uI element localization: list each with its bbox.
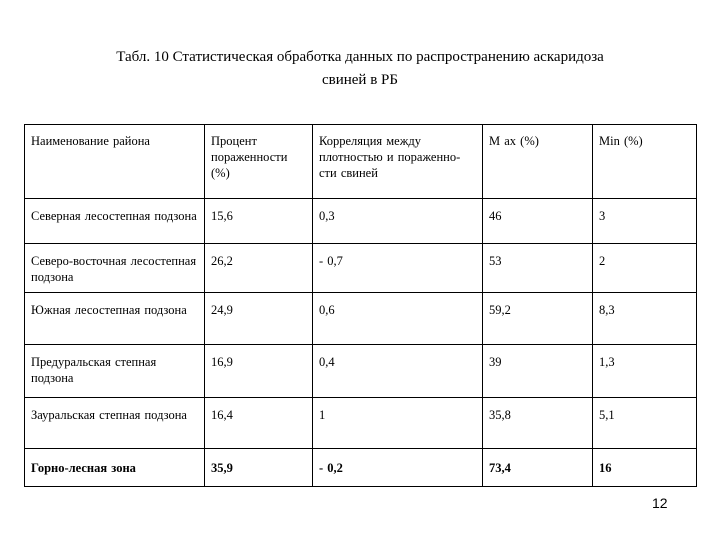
table-row xyxy=(25,293,697,345)
cell-max: 59,2 xyxy=(483,293,593,345)
cell-district: Северная лесостепная подзона xyxy=(25,199,205,244)
header-district: Наименование района xyxy=(25,125,205,199)
cell-min: 2 xyxy=(593,244,697,293)
cell-correlation: 0,6 xyxy=(313,293,483,345)
cell-max: 46 xyxy=(483,199,593,244)
table-caption-line-1: Табл. 10 Статистическая обработка данных по распространению аскаридоза xyxy=(116,49,604,65)
page-number: 12 xyxy=(652,495,668,511)
cell-min: 1,3 xyxy=(593,345,697,398)
table-row xyxy=(25,199,697,244)
header-infection-percent: Процент пораженности (%) xyxy=(205,125,313,199)
cell-district: Южная лесостепная подзона xyxy=(25,293,205,345)
cell-district: Северо-восточная лесостепная подзона xyxy=(25,244,205,293)
cell-min: 8,3 xyxy=(593,293,697,345)
header-max: M ax (%) xyxy=(483,125,593,199)
statistics-table xyxy=(24,124,697,487)
cell-infection-percent: 24,9 xyxy=(205,293,313,345)
cell-infection-percent: 16,9 xyxy=(205,345,313,398)
cell-correlation: 0,3 xyxy=(313,199,483,244)
cell-infection-percent: 16,4 xyxy=(205,398,313,449)
table-header-row xyxy=(25,125,697,199)
cell-min: 16 xyxy=(593,449,697,487)
table-row xyxy=(25,398,697,449)
header-min: Min (%) xyxy=(593,125,697,199)
header-correlation: Корреляция между плотностью и пораженно-сти свиней xyxy=(313,125,483,199)
cell-max: 73,4 xyxy=(483,449,593,487)
cell-infection-percent: 35,9 xyxy=(205,449,313,487)
cell-correlation: 1 xyxy=(313,398,483,449)
cell-district: Зауральская степная подзона xyxy=(25,398,205,449)
cell-max: 53 xyxy=(483,244,593,293)
cell-max: 35,8 xyxy=(483,398,593,449)
table-row xyxy=(25,449,697,487)
cell-correlation: - 0,2 xyxy=(313,449,483,487)
cell-min: 5,1 xyxy=(593,398,697,449)
table-row xyxy=(25,244,697,293)
cell-max: 39 xyxy=(483,345,593,398)
cell-district: Предуральская степная подзона xyxy=(25,345,205,398)
table-row xyxy=(25,345,697,398)
table-caption-line-2: свиней в РБ xyxy=(321,72,399,88)
cell-min: 3 xyxy=(593,199,697,244)
cell-correlation: 0,4 xyxy=(313,345,483,398)
table-caption xyxy=(40,46,680,92)
cell-correlation: - 0,7 xyxy=(313,244,483,293)
cell-infection-percent: 26,2 xyxy=(205,244,313,293)
cell-infection-percent: 15,6 xyxy=(205,199,313,244)
cell-district: Горно-лесная зона xyxy=(25,449,205,487)
